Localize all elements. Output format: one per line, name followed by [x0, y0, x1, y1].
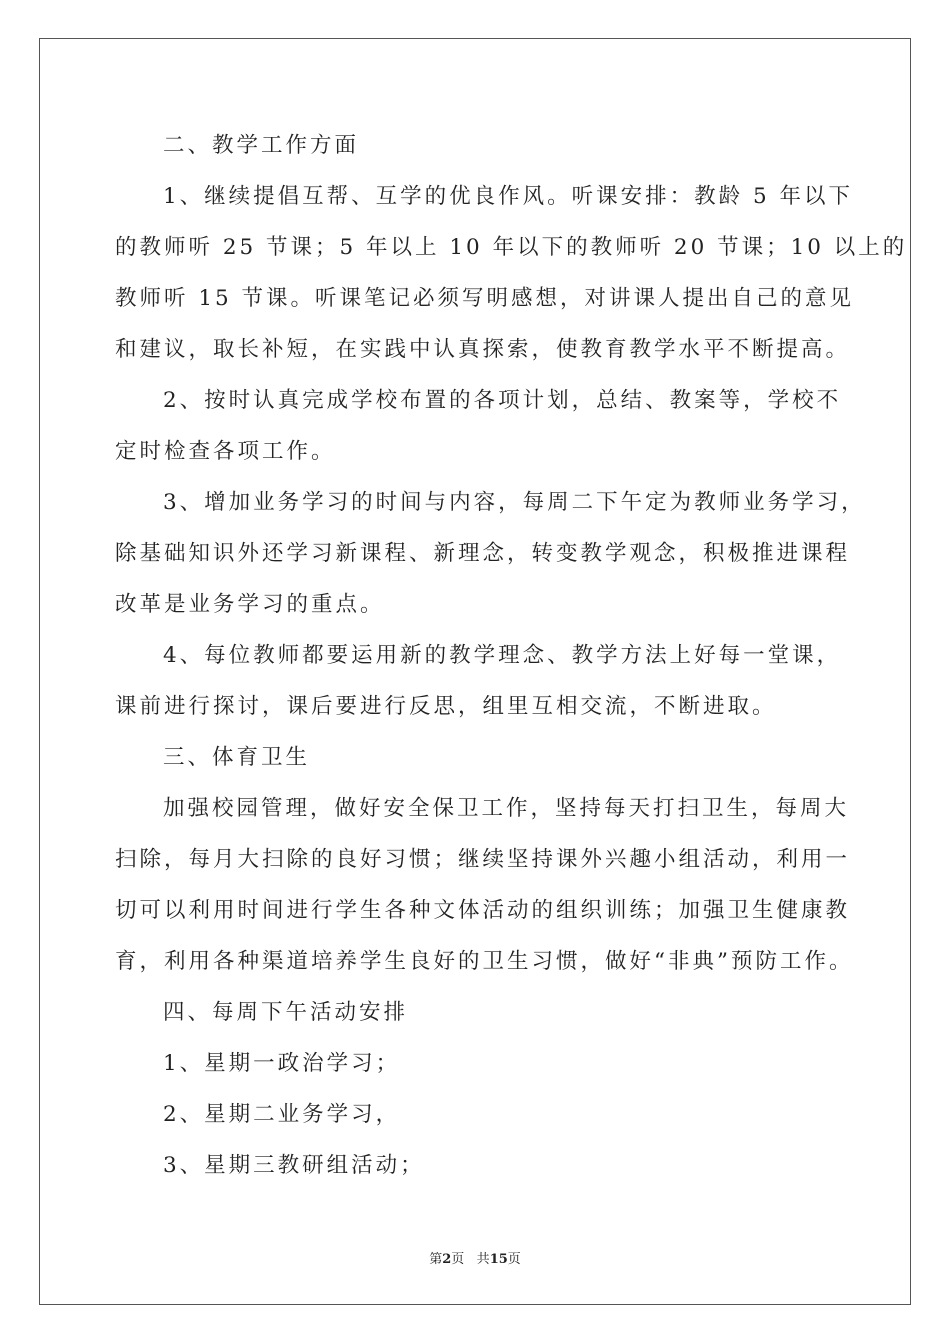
- paragraph-line: 定时检查各项工作。: [115, 439, 336, 464]
- list-item: 1、星期一政治学习；: [163, 1051, 401, 1076]
- section-heading-teaching: [115, 120, 835, 171]
- paragraph-line: 扫除，每月大扫除的良好习惯；继续坚持课外兴趣小组活动，利用一: [115, 847, 851, 872]
- list-item: 2、星期二业务学习，: [163, 1102, 401, 1127]
- heading-line: 三、体育卫生: [163, 745, 311, 770]
- paragraph-line: 的教师听 25 节课；5 年以上 10 年以下的教师听 20 节课；10 以上的: [115, 235, 908, 260]
- total-suffix: 页: [507, 1252, 521, 1267]
- total-prefix: 共: [476, 1252, 490, 1267]
- paragraph-line: 1、继续提倡互帮、互学的优良作风。听课安排：教龄 5 年以下: [163, 184, 854, 209]
- paragraph-line: 改革是业务学习的重点。: [115, 592, 385, 617]
- paragraph-line: 4、每位教师都要运用新的教学理念、教学方法上好每一堂课，: [163, 643, 842, 668]
- page-footer: [0, 1248, 950, 1267]
- page-prefix: 第: [429, 1252, 443, 1267]
- paragraph-line: 3、增加业务学习的时间与内容，每周二下午定为教师业务学习，: [163, 490, 866, 515]
- paragraph-line: 育，利用各种渠道培养学生良好的卫生习惯，做好“非典”预防工作。: [115, 949, 854, 974]
- section-heading-sports-hygiene: [115, 732, 835, 783]
- paragraph-line: 切可以利用时间进行学生各种文体活动的组织训练；加强卫生健康教: [115, 898, 851, 923]
- paragraph-item-4: [115, 630, 842, 732]
- page-number: 2: [442, 1252, 452, 1267]
- paragraph-line: 2、按时认真完成学校布置的各项计划，总结、教案等，学校不: [163, 388, 842, 413]
- schedule-list: [115, 1038, 835, 1191]
- paragraph-line: 和建议，取长补短，在实践中认真探索，使教育教学水平不断提高。: [115, 337, 851, 362]
- paragraph-line: 课前进行探讨，课后要进行反思，组里互相交流，不断进取。: [115, 694, 777, 719]
- heading-line: 四、每周下午活动安排: [163, 1000, 409, 1025]
- heading-line: 二、教学工作方面: [163, 133, 360, 158]
- paragraph-line: 教师听 15 节课。听课笔记必须写明感想，对讲课人提出自己的意见: [115, 286, 855, 311]
- page-suffix: 页: [451, 1252, 465, 1267]
- paragraph-item-2: [115, 375, 842, 477]
- document-body: [115, 120, 908, 1191]
- paragraph-item-3: [115, 477, 866, 630]
- paragraph-item-1: [115, 171, 908, 375]
- section-heading-weekly-schedule: [115, 987, 835, 1038]
- paragraph-line: 加强校园管理，做好安全保卫工作，坚持每天打扫卫生，每周大: [163, 796, 850, 821]
- list-item: 3、星期三教研组活动；: [163, 1153, 425, 1178]
- total-pages: 15: [489, 1252, 508, 1267]
- paragraph-hygiene: [115, 783, 854, 987]
- paragraph-line: 除基础知识外还学习新课程、新理念，转变教学观念，积极推进课程: [115, 541, 851, 566]
